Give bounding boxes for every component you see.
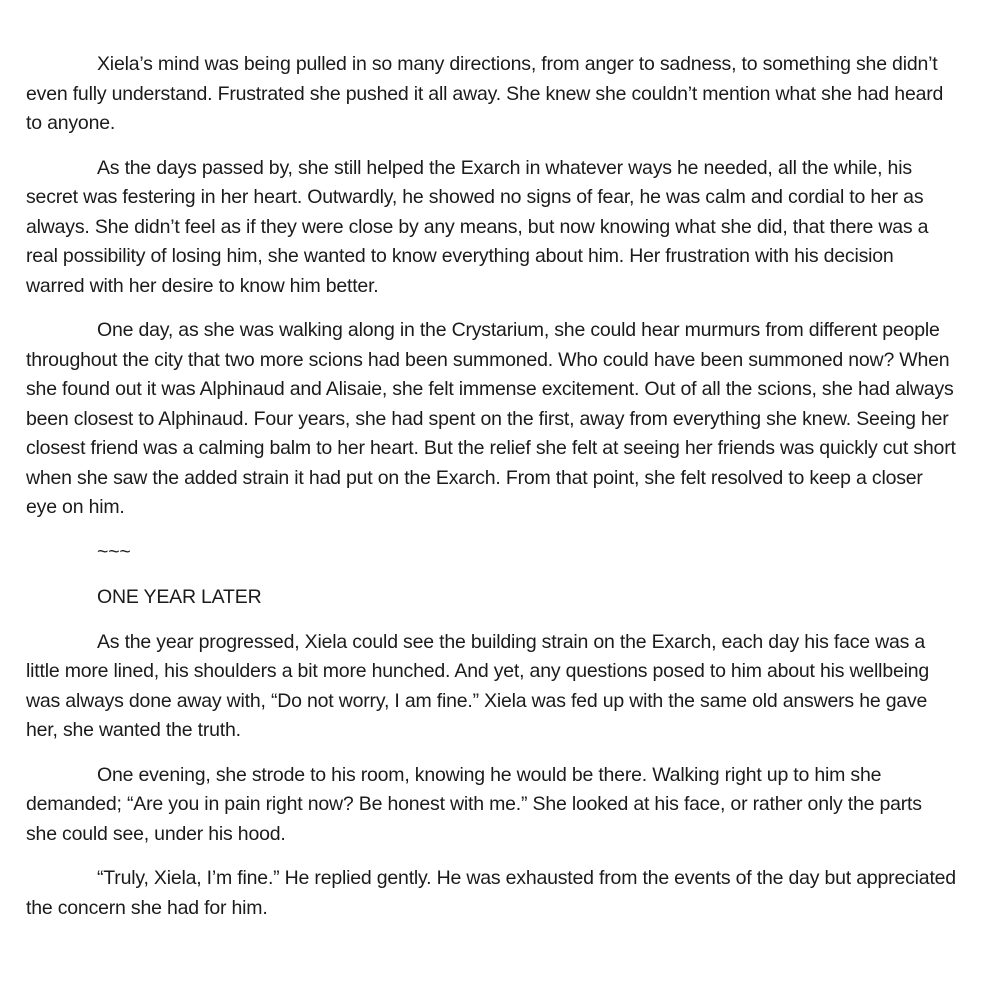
paragraph: As the days passed by, she still helped the Exarch in whatever ways he needed, all the while, his secret was festering in her heart. Outwardly, he showed no signs of fear, he was calm and cordial to her as always. She didn’t feel as if they were close by any means, but now knowing what she did, that there was a real possibility of losing him, she wanted to know everything about him. Her frustration with his decision warred with her desire to know him better. [26,156,929,297]
paragraph: One day, as she was walking along in the Crystarium, she could hear murmurs from different people throughout the city that two more scions had been summoned. Who could have been summoned now? When she found out it was Alphinaud and Alisaie, she felt immense excitement. Out of all the scions, she had always been closest to Alphinaud. Four years, she had spent on the first, away from everything she knew. Seeing her closest friend was a calming balm to her heart. But the relief she felt at seeing her friends was quickly cut short when she saw the added strain it had put on the Exarch. From that point, she felt resolved to keep a closer eye on him. [26,319,956,518]
paragraph: One evening, she strode to his room, knowing he would be there. Walking right up to him she demanded; “Are you in pain right now? Be honest with me.” She looked at his face, or rather only the parts she could see, under his hood. [26,763,922,845]
paragraph: Xiela’s mind was being pulled in so many directions, from anger to sadness, to something she didn’t even fully understand. Frustrated she pushed it all away. She knew she couldn’t mention what she had heard to anyone. [26,53,944,134]
paragraph: “Truly, Xiela, I’m fine.” He replied gently. He was exhausted from the events of the day but appreciated the concern she had for him. [26,867,956,919]
paragraph: As the year progressed, Xiela could see the building strain on the Exarch, each day his face was a little more lined, his shoulders a bit more hunched. And yet, any questions posed to him about his wellbeing was always done away with, “Do not worry, I am fine.” Xiela was fed up with the same old answers he gave her, she wanted the truth. [26,630,930,741]
section-heading: ONE YEAR LATER [97,586,262,608]
scene-separator: ~~~ [97,540,131,563]
document-body [26,50,956,923]
